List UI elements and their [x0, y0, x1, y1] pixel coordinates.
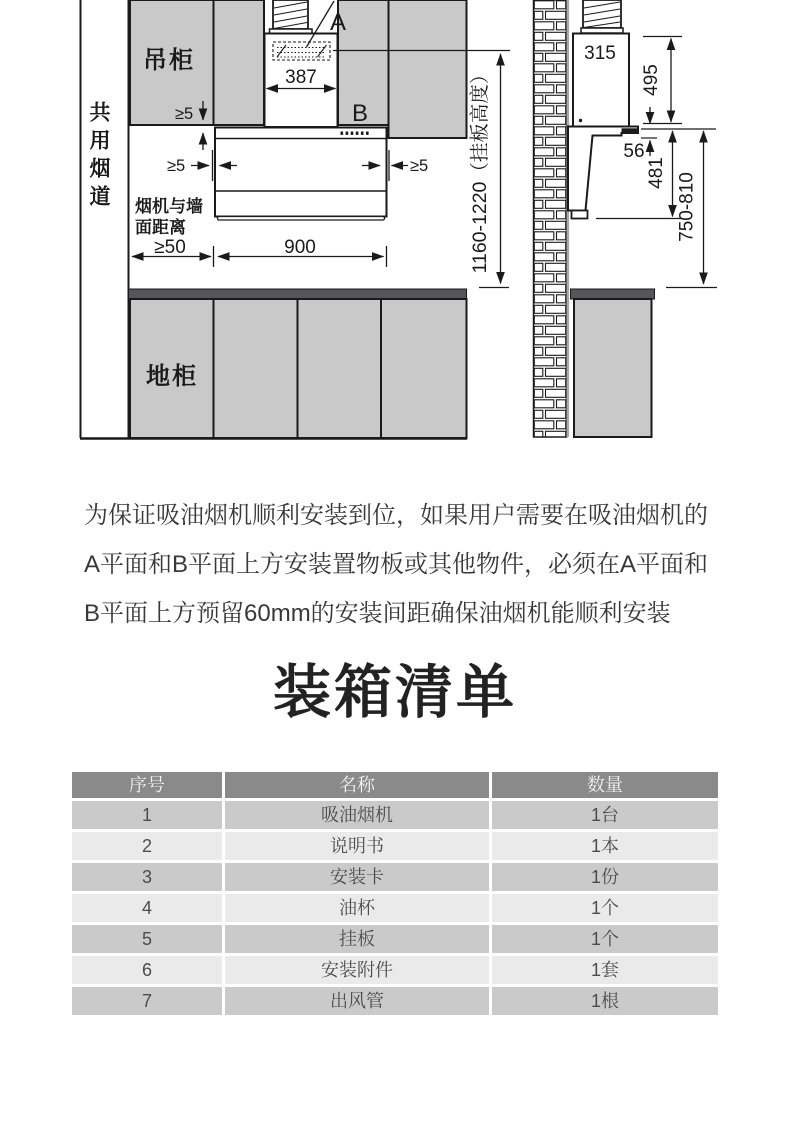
countertop-right [571, 289, 655, 299]
table-row [72, 987, 718, 1015]
header-name: 名称 [225, 772, 489, 798]
table-row [72, 832, 718, 860]
cell-seq: 3 [72, 863, 222, 891]
diagram-canvas [0, 0, 790, 458]
dim-56: 56 [623, 141, 645, 162]
dim-left-gap: ≥5 [167, 157, 186, 175]
dim-387: 387 [285, 67, 317, 88]
cell-seq: 1 [72, 801, 222, 829]
brick-wall [534, 0, 570, 437]
cell-seq: 5 [72, 925, 222, 953]
cell-qty: 1个 [492, 894, 718, 922]
dim-top-gap: ≥5 [175, 105, 194, 123]
cell-qty: 1台 [492, 801, 718, 829]
packing-list-table [72, 772, 718, 1015]
install-note-line: 为保证吸油烟机顺利安装到位，如果用户需要在吸油烟机的 [84, 502, 708, 529]
header-seq: 序号 [72, 772, 222, 798]
table-header-row [72, 772, 718, 798]
shared-flue-label: 共用烟道 [87, 101, 110, 213]
packing-list-title: 装箱清单 [272, 660, 517, 725]
range-hood-front [215, 128, 387, 221]
wall-distance-note-line2: 面距离 [135, 218, 186, 237]
cell-name: 说明书 [225, 832, 489, 860]
cell-name: 安装卡 [225, 863, 489, 891]
cell-qty: 1个 [492, 925, 718, 953]
table-row [72, 925, 718, 953]
base-cabinet-right [574, 299, 652, 437]
cell-qty: 1套 [492, 956, 718, 984]
table-row [72, 956, 718, 984]
installation-diagram [0, 0, 790, 458]
exhaust-duct-side [581, 0, 623, 33]
install-note-line: A平面和B平面上方安装置物板或其他物件，必须在A平面和 [84, 551, 709, 578]
dim-315: 315 [584, 43, 616, 64]
dim-hood-width: 900 [284, 237, 316, 258]
cell-qty: 1根 [492, 987, 718, 1015]
cell-seq: 2 [72, 832, 222, 860]
cell-name: 安装附件 [225, 956, 489, 984]
cell-name: 油杯 [225, 894, 489, 922]
header-qty: 数量 [492, 772, 718, 798]
cell-seq: 4 [72, 894, 222, 922]
install-note [84, 491, 730, 638]
cell-name: 吸油烟机 [225, 801, 489, 829]
point-a-label: A [330, 9, 347, 36]
cell-qty: 1份 [492, 863, 718, 891]
lower-cabinet-label: 地柜 [146, 363, 198, 390]
cell-seq: 7 [72, 987, 222, 1015]
install-note-line: B平面上方预留60mm的安装间距确保油烟机能顺利安装 [84, 600, 671, 627]
table-row [72, 801, 718, 829]
table-row [72, 894, 718, 922]
point-b-label: B [352, 100, 369, 127]
exhaust-duct [270, 0, 313, 34]
cell-name: 出风管 [225, 987, 489, 1015]
dim-hang-height: 1160-1220（挂板高度） [469, 64, 491, 274]
dim-right-gap: ≥5 [410, 157, 429, 175]
dim-750-810: 750-810 [676, 172, 698, 242]
countertop-left [129, 289, 467, 299]
dim-495: 495 [641, 64, 662, 96]
dim-wall-clearance: ≥50 [154, 237, 186, 258]
cell-qty: 1本 [492, 832, 718, 860]
wall-distance-note-line1: 烟机与墙 [135, 197, 203, 216]
cell-name: 挂板 [225, 925, 489, 953]
cell-seq: 6 [72, 956, 222, 984]
table-row [72, 863, 718, 891]
dim-481: 481 [646, 157, 667, 189]
upper-cabinet-label: 吊柜 [143, 47, 195, 74]
